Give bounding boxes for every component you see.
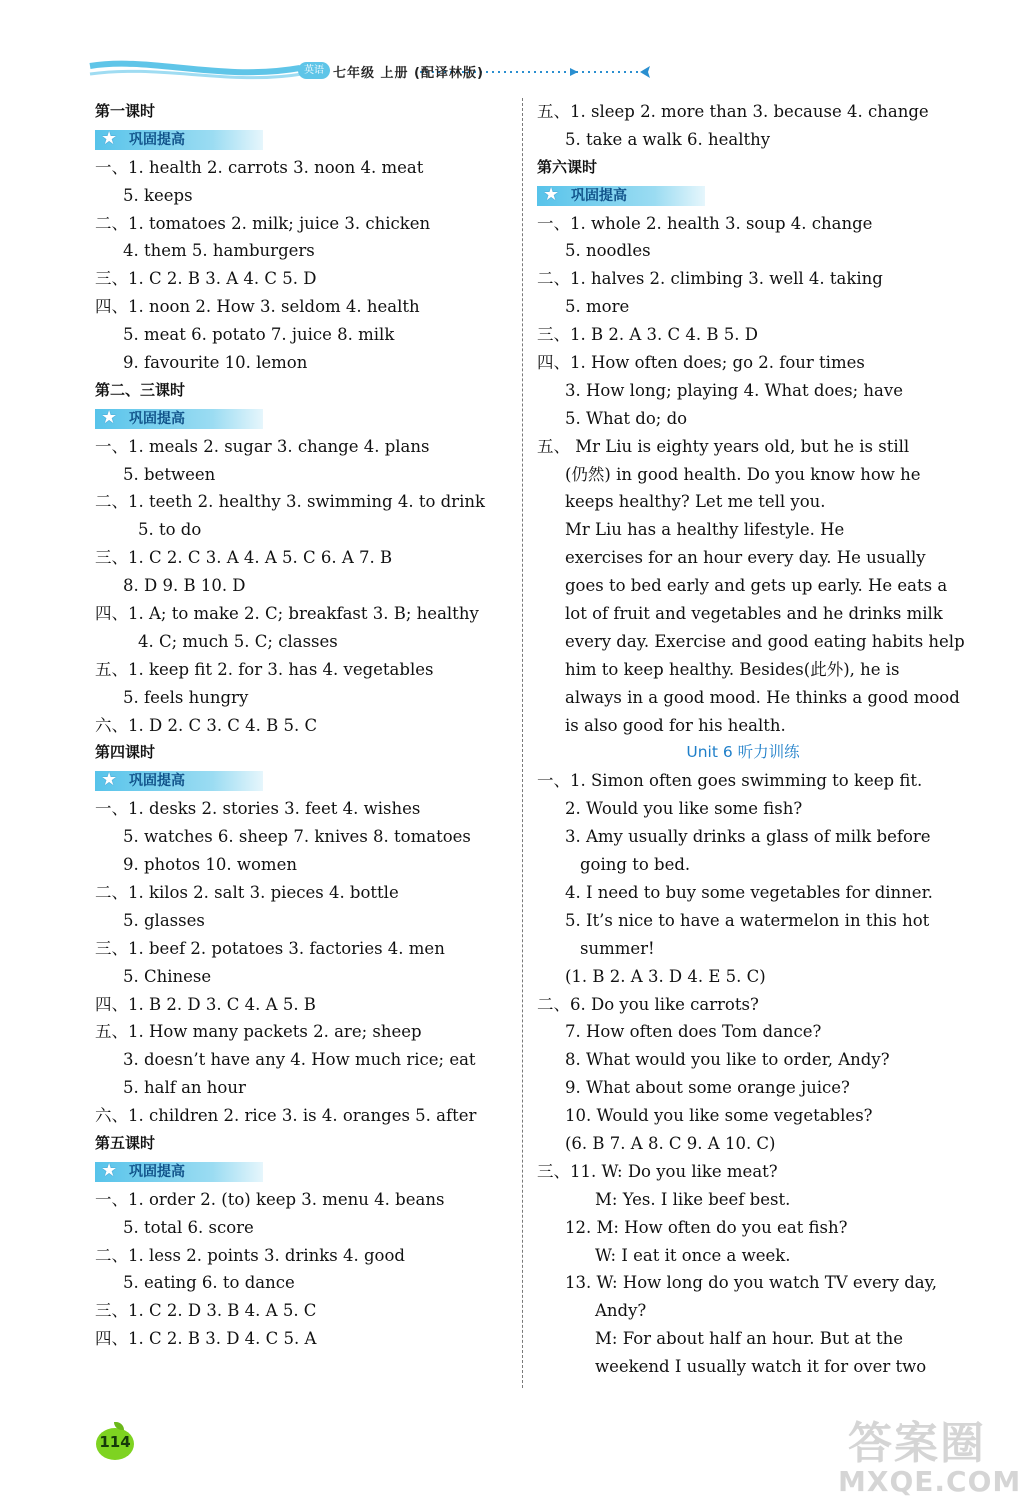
answer-line: 二、1. tomatoes 2. milk; juice 3. chicken: [95, 213, 431, 233]
section-banner: [95, 126, 515, 154]
answer-line: 10. Would you like some vegetables?: [565, 1106, 873, 1126]
star-icon: ★: [101, 769, 118, 791]
answer-line: 3. Amy usually drinks a glass of milk before: [565, 827, 931, 847]
answer-line: going to bed.: [580, 855, 691, 875]
answer-line: 2. Would you like some fish?: [565, 799, 803, 819]
answer-line: 5. to do: [138, 520, 202, 540]
answer-line: Mr Liu has a healthy lifestyle. He: [565, 520, 845, 540]
answer-line: 六、1. children 2. rice 3. is 4. oranges 5. after: [95, 1106, 477, 1126]
page-header: [90, 52, 670, 92]
answer-line: 一、1. meals 2. sugar 3. change 4. plans: [95, 436, 430, 456]
left-column: [95, 98, 515, 1353]
answer-line: 5. What do; do: [565, 408, 688, 428]
answer-line: M: For about half an hour. But at the: [595, 1329, 904, 1349]
section-banner: [95, 405, 515, 433]
watermark-line1: 答案圈: [848, 1418, 986, 1469]
answer-line: every day. Exercise and good eating habits help: [565, 631, 965, 651]
answer-line: is also good for his health.: [565, 715, 786, 735]
answer-line: 五、1. sleep 2. more than 3. because 4. change: [537, 102, 929, 121]
answer-line: 四、1. How often does; go 2. four times: [537, 353, 865, 373]
watermark-logo: [838, 1405, 1021, 1505]
answer-line: 五、1. keep fit 2. for 3. has 4. vegetables: [95, 659, 434, 679]
answer-line: M: Yes. I like beef best.: [595, 1189, 791, 1209]
section-banner: [95, 1158, 515, 1186]
star-icon: ★: [543, 183, 560, 205]
answer-line: (6. B 7. A 8. C 9. A 10. C): [565, 1133, 776, 1153]
answer-line: lot of fruit and vegetables and he drinks milk: [565, 604, 943, 624]
page-number: 114: [99, 1433, 131, 1451]
answer-line: 5. more: [565, 297, 630, 317]
answer-line: 4. C; much 5. C; classes: [138, 631, 338, 651]
star-icon: ★: [101, 406, 118, 428]
answer-line: 4. them 5. hamburgers: [123, 241, 315, 261]
answer-line: 12. M: How often do you eat fish?: [565, 1217, 848, 1237]
section-title: 第二、三课时: [95, 380, 186, 399]
answer-line: 五、1. How many packets 2. are; sheep: [95, 1022, 422, 1042]
answer-line: 四、1. C 2. B 3. D 4. C 5. A: [95, 1329, 317, 1349]
answer-line: him to keep healthy. Besides(此外), he is: [565, 659, 900, 679]
section-banner: [95, 767, 515, 795]
right-column: [537, 98, 965, 1381]
answer-line: keeps healthy? Let me tell you.: [565, 492, 826, 512]
answer-line: (仍然) in good health. Do you know how he: [565, 464, 921, 484]
answer-line: 一、1. order 2. (to) keep 3. menu 4. beans: [95, 1189, 445, 1209]
answer-line: 5. noodles: [565, 241, 651, 261]
banner-label: 巩固提高: [129, 773, 185, 790]
answer-line: 5. keeps: [123, 185, 193, 205]
answer-line: 5. take a walk 6. healthy: [565, 129, 771, 149]
answer-line: 5. half an hour: [123, 1078, 246, 1098]
answer-line: 8. D 9. B 10. D: [123, 576, 246, 596]
answer-line: 5. glasses: [123, 910, 205, 930]
star-icon: ★: [101, 127, 118, 149]
page-number-badge: [96, 1422, 136, 1462]
banner-label: 巩固提高: [129, 1163, 185, 1180]
answer-line: 3. How long; playing 4. What does; have: [565, 380, 903, 400]
answer-line: 三、1. beef 2. potatoes 3. factories 4. men: [95, 938, 445, 958]
answer-line: 5. watches 6. sheep 7. knives 8. tomatoes: [123, 827, 471, 847]
star-icon: ★: [101, 1159, 118, 1181]
answer-line: 一、1. Simon often goes swimming to keep fit.: [537, 771, 923, 791]
answer-line: exercises for an hour every day. He usually: [565, 548, 926, 568]
answer-line: 3. doesn’t have any 4. How much rice; eat: [123, 1050, 476, 1070]
answer-line: 9. photos 10. women: [123, 855, 297, 875]
answer-line: 四、1. noon 2. How 3. seldom 4. health: [95, 297, 420, 317]
answer-line: 5. Chinese: [123, 966, 212, 986]
banner-label: 巩固提高: [571, 187, 627, 204]
column-divider: [522, 98, 523, 1388]
answer-line: 8. What would you like to order, Andy?: [565, 1050, 890, 1070]
answer-line: summer!: [580, 938, 655, 958]
answer-line: 5. It’s nice to have a watermelon in this hot: [565, 910, 930, 930]
banner-label: 巩固提高: [129, 410, 185, 427]
answer-line: 二、1. less 2. points 3. drinks 4. good: [95, 1245, 405, 1265]
answer-line: 一、1. desks 2. stories 3. feet 4. wishes: [95, 799, 421, 819]
answer-line: 13. W: How long do you watch TV every day,: [565, 1273, 937, 1293]
answer-line: 5. between: [123, 464, 216, 484]
answer-line: 一、1. health 2. carrots 3. noon 4. meat: [95, 157, 424, 177]
answer-line: Andy?: [595, 1301, 647, 1321]
header-title: 七年级 上册 (配译林版): [333, 66, 484, 81]
unit-heading: Unit 6 听力训练: [686, 743, 800, 762]
answer-line: always in a good mood. He thinks a good mood: [565, 687, 960, 707]
answer-line: W: I eat it once a week.: [595, 1245, 791, 1265]
answer-line: 三、1. B 2. A 3. C 4. B 5. D: [537, 325, 758, 345]
answer-line: goes to bed early and gets up early. He eats a: [565, 576, 948, 596]
answer-line: 四、1. A; to make 2. C; breakfast 3. B; healthy: [95, 604, 479, 624]
answer-line: 二、1. teeth 2. healthy 3. swimming 4. to drink: [95, 492, 485, 512]
answer-line: 五、 Mr Liu is eighty years old, but he is still: [537, 436, 910, 456]
subject-badge: 英语: [298, 62, 330, 79]
answer-line: 二、6. Do you like carrots?: [537, 994, 759, 1014]
banner-label: 巩固提高: [129, 131, 185, 148]
answer-line: 三、1. C 2. B 3. A 4. C 5. D: [95, 269, 317, 289]
answer-line: (1. B 2. A 3. D 4. E 5. C): [565, 966, 766, 986]
answer-line: 三、11. W: Do you like meat?: [537, 1161, 778, 1181]
answer-line: 5. meat 6. potato 7. juice 8. milk: [123, 325, 395, 345]
section-title: 第一课时: [95, 102, 156, 120]
answer-line: 5. eating 6. to dance: [123, 1273, 295, 1293]
answer-line: 三、1. C 2. D 3. B 4. A 5. C: [95, 1301, 317, 1321]
answer-line: 二、1. kilos 2. salt 3. pieces 4. bottle: [95, 882, 399, 902]
answer-line: 一、1. whole 2. health 3. soup 4. change: [537, 213, 873, 233]
answer-line: 二、1. halves 2. climbing 3. well 4. taking: [537, 269, 883, 289]
watermark-line2: MXQE.COM: [838, 1465, 1021, 1498]
answer-line: 六、1. D 2. C 3. C 4. B 5. C: [95, 715, 318, 735]
section-banner: [537, 182, 949, 210]
answer-line: 三、1. C 2. C 3. A 4. A 5. C 6. A 7. B: [95, 548, 393, 568]
answer-line: 5. feels hungry: [123, 687, 249, 707]
answer-line: 5. total 6. score: [123, 1217, 254, 1237]
answer-line: 4. I need to buy some vegetables for dinner.: [565, 882, 933, 902]
section-title: 第五课时: [95, 1133, 156, 1152]
answer-line: 9. What about some orange juice?: [565, 1078, 850, 1098]
section-title: 第四课时: [95, 743, 156, 762]
answer-line: 9. favourite 10. lemon: [123, 353, 308, 373]
answer-line: weekend I usually watch it for over two: [595, 1357, 927, 1377]
section-title: 第六课时: [537, 157, 598, 176]
answer-line: 7. How often does Tom dance?: [565, 1022, 822, 1042]
answer-line: 四、1. B 2. D 3. C 4. A 5. B: [95, 994, 316, 1014]
